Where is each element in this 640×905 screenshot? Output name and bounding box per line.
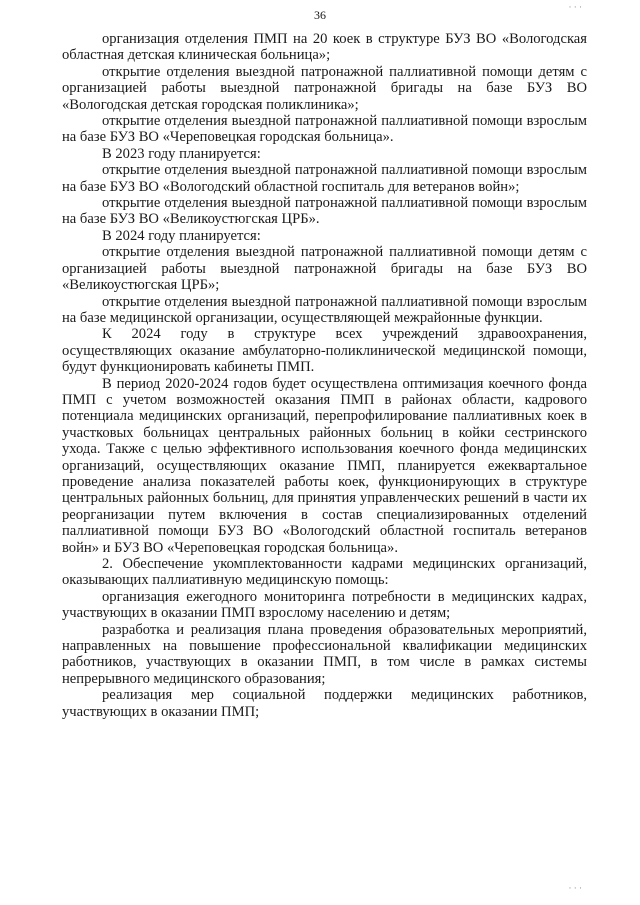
paragraph-5: открытие отделения выездной патронажной паллиативной помощи взрослым на базе БУЗ ВО «Вологодский областной госпиталь для ветеранов войн»;: [62, 162, 587, 195]
paragraph-14: разработка и реализация плана проведения образовательных мероприятий, направленных на повышение профессиональной квалификации медицинских работников, участвующих в оказании ПМП, в том числе в рамках системы непрерывного медицинского образования;: [62, 621, 587, 687]
paragraph-7: В 2024 году планируется:: [102, 227, 261, 244]
paragraph-3: открытие отделения выездной патронажной паллиативной помощи взрослым на базе БУЗ ВО «Череповецкая городская больница».: [62, 113, 587, 146]
paragraph-4: В 2023 году планируется:: [102, 145, 261, 162]
page-number: 36: [314, 8, 326, 22]
paragraph-12: 2. Обеспечение укомплектованности кадрами медицинских организаций, оказывающих паллиативную медицинскую помощь:: [62, 556, 587, 589]
paragraph-8: открытие отделения выездной патронажной паллиативной помощи детям с организацией работы выездной патронажной бригады на базе БУЗ ВО «Великоустюгская ЦРБ»;: [62, 244, 587, 294]
document-body: [62, 31, 587, 720]
paragraph-11: В период 2020-2024 годов будет осуществлена оптимизация коечного фонда ПМП с учетом возможностей оказания ПМП в районах области, кадрового потенциала медицинских организаций, перепрофилирование паллиативных коек в участковых больницах центральных районных больниц в койки сестринского ухода. Также с целью эффективного использования коечного фонда медицинских организаций, осуществляющих оказание ПМП, планируется ежеквартальное проведение анализа показателей работы коек, функционирующих в структуре центральных районных больниц, для принятия управленческих решений в части их реорганизации путем включения в состав специализированных отделений паллиативной помощи БУЗ ВО «Вологодский областной госпиталь ветеранов войн» и БУЗ ВО «Череповецкая городская больница».: [62, 375, 587, 556]
paragraph-15: реализация мер социальной поддержки медицинских работников, участвующих в оказании ПМП;: [62, 687, 587, 720]
scan-mark-bottom: · · ·: [568, 883, 582, 893]
paragraph-2: открытие отделения выездной патронажной паллиативной помощи детям с организацией работы выездной патронажной бригады на базе БУЗ ВО «Вологодская детская городская поликлиника»;: [62, 63, 587, 113]
paragraph-10: К 2024 году в структуре всех учреждений здравоохранения, осуществляющих оказание амбулаторно-поликлинической медицинской помощи, будут функционировать кабинеты ПМП.: [62, 326, 587, 376]
scan-mark-top: · · ·: [568, 2, 582, 12]
paragraph-9: открытие отделения выездной патронажной паллиативной помощи взрослым на базе медицинской организации, осуществляющей межрайонные функции.: [62, 293, 587, 326]
paragraph-1: организация отделения ПМП на 20 коек в структуре БУЗ ВО «Вологодская областная детская клиническая больница»;: [62, 31, 587, 64]
paragraph-13: организация ежегодного мониторинга потребности в медицинских кадрах, участвующих в оказании ПМП взрослому населению и детям;: [62, 588, 587, 622]
paragraph-6: открытие отделения выездной патронажной паллиативной помощи взрослым на базе БУЗ ВО «Великоустюгская ЦРБ».: [62, 195, 587, 228]
